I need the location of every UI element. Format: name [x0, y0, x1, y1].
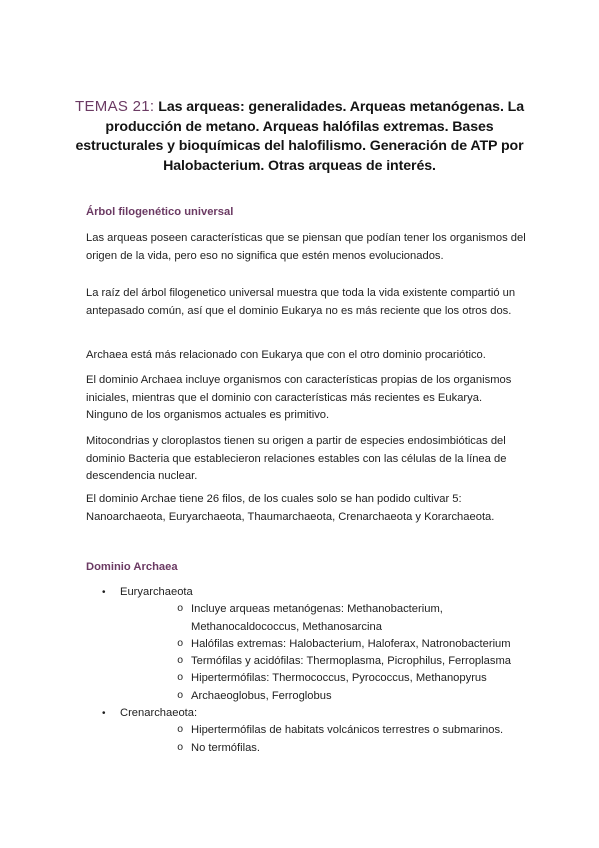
sublist-item-text: Incluye arqueas metanógenas: Methanobacterium, Methanocaldococcus, Methanosarcina	[191, 603, 443, 633]
bullet-glyph: •	[102, 587, 106, 598]
sublist-item-text: Hipertermófilas de habitats volcánicos terrestres o submarinos.	[191, 724, 504, 737]
paragraph: El dominio Archae tiene 26 filos, de los cuales solo se han podido cultivar 5: Nanoarchaeota, Euryarchaeota, Thaumarchaeota, Crenarchaeota y Korarchaeota.	[86, 493, 495, 523]
paragraph: La raíz del árbol filogenetico universal muestra que toda la vida existente compartió un antepasado común, así que el dominio Eukarya no es más reciente que los otros dos.	[86, 287, 516, 317]
paragraph: Archaea está más relacionado con Eukarya que con el otro dominio procariótico.	[86, 349, 486, 361]
sub-bullet-glyph: o	[177, 603, 184, 616]
paragraph: Las arqueas poseen características que se piensan que podían tener los organismos del origen de la vida, pero eso no significa que estén menos evolucionados.	[86, 232, 526, 262]
list-item	[86, 584, 546, 705]
archaea-list	[86, 584, 546, 757]
title-text: Las arqueas: generalidades. Arqueas metanógenas. La producción de metano. Arqueas halófilas extremas. Bases estructurales y bioquímicas del halofilismo. Generación de ATP por Halobacterium. Otras arqueas de interés.	[75, 99, 524, 174]
section-heading-arbol: Árbol filogenético universal	[86, 206, 234, 218]
sublist	[120, 601, 546, 705]
sublist-item-text: Archaeoglobus, Ferroglobus	[191, 689, 332, 702]
title-prefix: TEMAS 21:	[75, 98, 155, 115]
sublist-item	[120, 636, 546, 653]
sub-bullet-glyph: o	[177, 724, 184, 737]
sub-bullet-glyph: o	[177, 637, 184, 650]
sub-bullet-glyph: o	[177, 741, 184, 754]
sublist-item	[120, 688, 546, 705]
sublist-item	[120, 722, 546, 739]
sublist-item-text: Halófilas extremas: Halobacterium, Haloferax, Natronobacterium	[191, 637, 511, 650]
sublist-item-text: No termófilas.	[191, 741, 261, 754]
list-item	[86, 705, 546, 757]
sub-bullet-glyph: o	[177, 672, 184, 685]
sublist-item	[120, 670, 546, 687]
section-heading-dominio-archaea: Dominio Archaea	[86, 561, 178, 573]
sub-bullet-glyph: o	[177, 655, 184, 668]
bullet-glyph: •	[102, 708, 106, 720]
paragraph: El dominio Archaea incluye organismos con características propias de los organismos iniciales, mientras que el dominio con características más recientes es Eukarya. Ninguno de los organismos actuales es primitivo.	[86, 374, 512, 422]
paragraph: Mitocondrias y cloroplastos tienen su origen a partir de especies endosimbióticas del dominio Bacteria que establecieron relaciones estables con las células de la línea de descendencia nuclear.	[86, 435, 507, 483]
list-item-label: Euryarchaeota	[120, 586, 193, 598]
sublist-item	[120, 653, 546, 670]
sublist	[120, 722, 546, 757]
sublist-item-text: Termófilas y acidófilas: Thermoplasma, Picrophilus, Ferroplasma	[191, 655, 511, 668]
list-item-label: Crenarchaeota:	[120, 707, 198, 720]
document-title	[60, 97, 539, 176]
sublist-item-text: Hipertermófilas: Thermococcus, Pyrococcus, Methanopyrus	[191, 672, 487, 685]
sublist-item	[120, 740, 546, 757]
sub-bullet-glyph: o	[177, 689, 184, 702]
sublist-item	[120, 601, 546, 636]
